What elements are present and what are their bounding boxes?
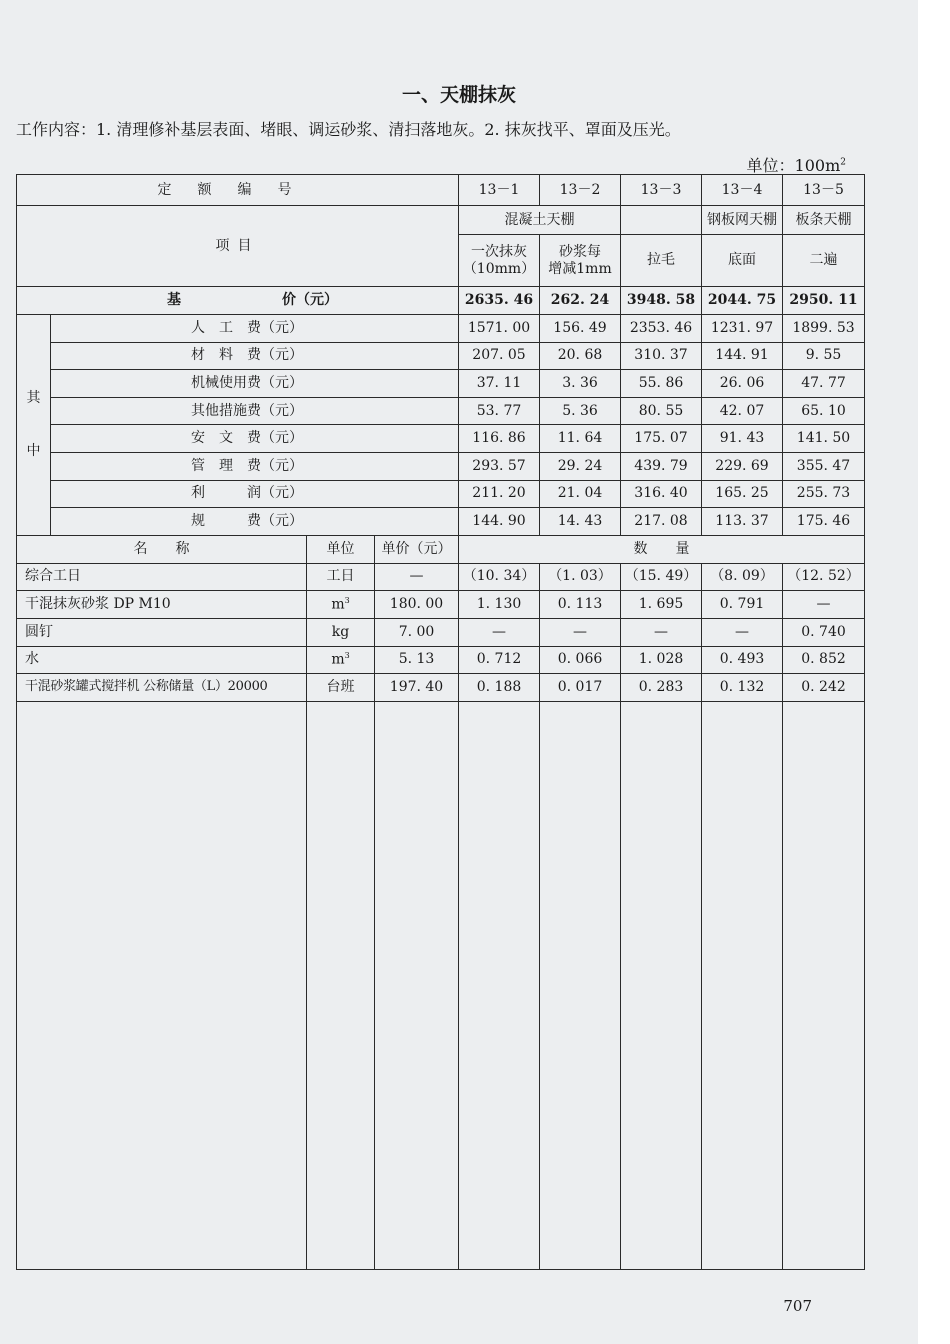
group-concrete: 混凝土天棚 [459, 206, 621, 235]
material-qty: 0. 791 [702, 590, 783, 618]
cost-value: 175. 07 [621, 425, 702, 453]
quota-no-label: 定额编号 [17, 175, 459, 206]
work-content: 工作内容：1. 清理修补基层表面、堵眼、调运砂浆、清扫落地灰。2. 抹灰找平、罩面及压光。 [16, 120, 681, 139]
cost-value: 42. 07 [702, 397, 783, 425]
material-qty: 1. 695 [621, 590, 702, 618]
cost-value: 80. 55 [621, 397, 702, 425]
cost-row [17, 370, 865, 398]
code-row [17, 175, 865, 206]
cost-value: 53. 77 [459, 397, 540, 425]
cost-value: 1571. 00 [459, 315, 540, 343]
material-qty: 0. 242 [783, 673, 865, 701]
base-price-3: 3948. 58 [621, 287, 702, 315]
cost-value: 156. 49 [540, 315, 621, 343]
material-unit: 工日 [307, 563, 375, 590]
cost-value: 21. 04 [540, 480, 621, 508]
cost-value: 1899. 53 [783, 315, 865, 343]
cost-label: 规 费（元） [51, 508, 459, 536]
group-empty [621, 206, 702, 235]
cost-value: 116. 86 [459, 425, 540, 453]
material-name: 综合工日 [17, 563, 307, 590]
cost-value: 165. 25 [702, 480, 783, 508]
cost-value: 3. 36 [540, 370, 621, 398]
material-qty: — [621, 618, 702, 646]
cost-label: 其他措施费（元） [51, 397, 459, 425]
cost-value: 29. 24 [540, 452, 621, 480]
material-name: 干混砂浆罐式搅拌机 公称储量（L）20000 [17, 673, 307, 701]
cost-row [17, 425, 865, 453]
material-qty: 0. 132 [702, 673, 783, 701]
material-name: 干混抹灰砂浆 DP M10 [17, 590, 307, 618]
item-label: 项目 [17, 206, 459, 287]
material-price: 197. 40 [375, 673, 459, 701]
group-row [17, 206, 865, 235]
materials-unit-header: 单位 [307, 535, 375, 563]
unit-label: 单位：100m [746, 156, 841, 175]
base-price-5: 2950. 11 [783, 287, 865, 315]
unit-sup: 2 [840, 157, 846, 168]
cost-value: 175. 46 [783, 508, 865, 536]
material-qty: — [459, 618, 540, 646]
cost-label: 利 润（元） [51, 480, 459, 508]
material-row [17, 590, 865, 618]
materials-section [17, 535, 865, 1269]
cost-value: 14. 43 [540, 508, 621, 536]
cost-value: 5. 36 [540, 397, 621, 425]
material-row [17, 618, 865, 646]
base-price-4: 2044. 75 [702, 287, 783, 315]
cost-value: 11. 64 [540, 425, 621, 453]
material-row [17, 646, 865, 673]
material-qty: 0. 113 [540, 590, 621, 618]
material-qty: （8. 09） [702, 563, 783, 590]
base-price-2: 262. 24 [540, 287, 621, 315]
code-13-5: 13－5 [783, 175, 865, 206]
cost-label: 材 料 费（元） [51, 342, 459, 370]
cost-value: 9. 55 [783, 342, 865, 370]
materials-qty-header: 数 量 [459, 535, 865, 563]
cost-row [17, 508, 865, 536]
material-qty: 0. 712 [459, 646, 540, 673]
cost-value: 55. 86 [621, 370, 702, 398]
material-qty: （1. 03） [540, 563, 621, 590]
material-price: — [375, 563, 459, 590]
cost-value: 217. 08 [621, 508, 702, 536]
cost-label: 机械使用费（元） [51, 370, 459, 398]
material-qty: 0. 852 [783, 646, 865, 673]
code-13-1: 13－1 [459, 175, 540, 206]
cost-value: 144. 90 [459, 508, 540, 536]
materials-header-row [17, 535, 865, 563]
material-qty: （15. 49） [621, 563, 702, 590]
section-title: 一、天棚抹灰 [401, 84, 516, 106]
cost-value: 65. 10 [783, 397, 865, 425]
quota-table [16, 174, 865, 1270]
subitem-3: 拉毛 [621, 235, 702, 287]
materials-price-header: 单价（元） [375, 535, 459, 563]
cost-value: 20. 68 [540, 342, 621, 370]
cost-row [17, 397, 865, 425]
material-qty: 0. 740 [783, 618, 865, 646]
material-unit: 台班 [307, 673, 375, 701]
material-name: 水 [17, 646, 307, 673]
cost-row [17, 452, 865, 480]
code-13-3: 13－3 [621, 175, 702, 206]
cost-value: 316. 40 [621, 480, 702, 508]
subitem-4: 底面 [702, 235, 783, 287]
materials-name-header: 名 称 [17, 535, 307, 563]
cost-row [17, 342, 865, 370]
base-price-1: 2635. 46 [459, 287, 540, 315]
cost-value: 47. 77 [783, 370, 865, 398]
cost-value: 211. 20 [459, 480, 540, 508]
cost-row [17, 315, 865, 343]
cost-value: 141. 50 [783, 425, 865, 453]
material-qty: 1. 028 [621, 646, 702, 673]
material-unit: $m^3$ [307, 646, 375, 673]
subitem-2: 砂浆每 增减1mm [540, 235, 621, 287]
code-13-4: 13－4 [702, 175, 783, 206]
cost-value: 26. 06 [702, 370, 783, 398]
cost-value: 310. 37 [621, 342, 702, 370]
cost-value: 37. 11 [459, 370, 540, 398]
page-number: 707 [783, 1297, 812, 1315]
group-lath: 板条天棚 [783, 206, 865, 235]
material-unit: kg [307, 618, 375, 646]
base-price-row [17, 287, 865, 315]
cost-value: 439. 79 [621, 452, 702, 480]
material-qty: 0. 017 [540, 673, 621, 701]
cost-value: 293. 57 [459, 452, 540, 480]
cost-value: 2353. 46 [621, 315, 702, 343]
qizhong-label: 其 中 [17, 315, 51, 536]
material-name: 圆钉 [17, 618, 307, 646]
cost-value: 255. 73 [783, 480, 865, 508]
cost-value: 355. 47 [783, 452, 865, 480]
material-price: 7. 00 [375, 618, 459, 646]
cost-value: 144. 91 [702, 342, 783, 370]
cost-value: 229. 69 [702, 452, 783, 480]
material-row [17, 673, 865, 701]
material-price: 180. 00 [375, 590, 459, 618]
base-price-label: 基 价（元） [17, 287, 459, 315]
material-qty: 0. 066 [540, 646, 621, 673]
cost-value: 207. 05 [459, 342, 540, 370]
blank-row [17, 701, 865, 1269]
material-qty: 0. 493 [702, 646, 783, 673]
group-steel-mesh: 钢板网天棚 [702, 206, 783, 235]
material-qty: 0. 283 [621, 673, 702, 701]
material-qty: （12. 52） [783, 563, 865, 590]
cost-label: 安 文 费（元） [51, 425, 459, 453]
material-qty: （10. 34） [459, 563, 540, 590]
material-qty: — [702, 618, 783, 646]
material-qty: 1. 130 [459, 590, 540, 618]
code-13-2: 13－2 [540, 175, 621, 206]
material-qty: 0. 188 [459, 673, 540, 701]
cost-value: 113. 37 [702, 508, 783, 536]
subitem-5: 二遍 [783, 235, 865, 287]
cost-label: 管 理 费（元） [51, 452, 459, 480]
material-price: 5. 13 [375, 646, 459, 673]
cost-value: 1231. 97 [702, 315, 783, 343]
quota-upper [17, 175, 865, 536]
material-row [17, 563, 865, 590]
subitem-1: 一次抹灰 （10mm） [459, 235, 540, 287]
material-unit: $m^3$ [307, 590, 375, 618]
unit-line [747, 153, 846, 176]
material-qty: — [783, 590, 865, 618]
material-qty: — [540, 618, 621, 646]
cost-label: 人 工 费（元） [51, 315, 459, 343]
cost-row [17, 480, 865, 508]
cost-value: 91. 43 [702, 425, 783, 453]
